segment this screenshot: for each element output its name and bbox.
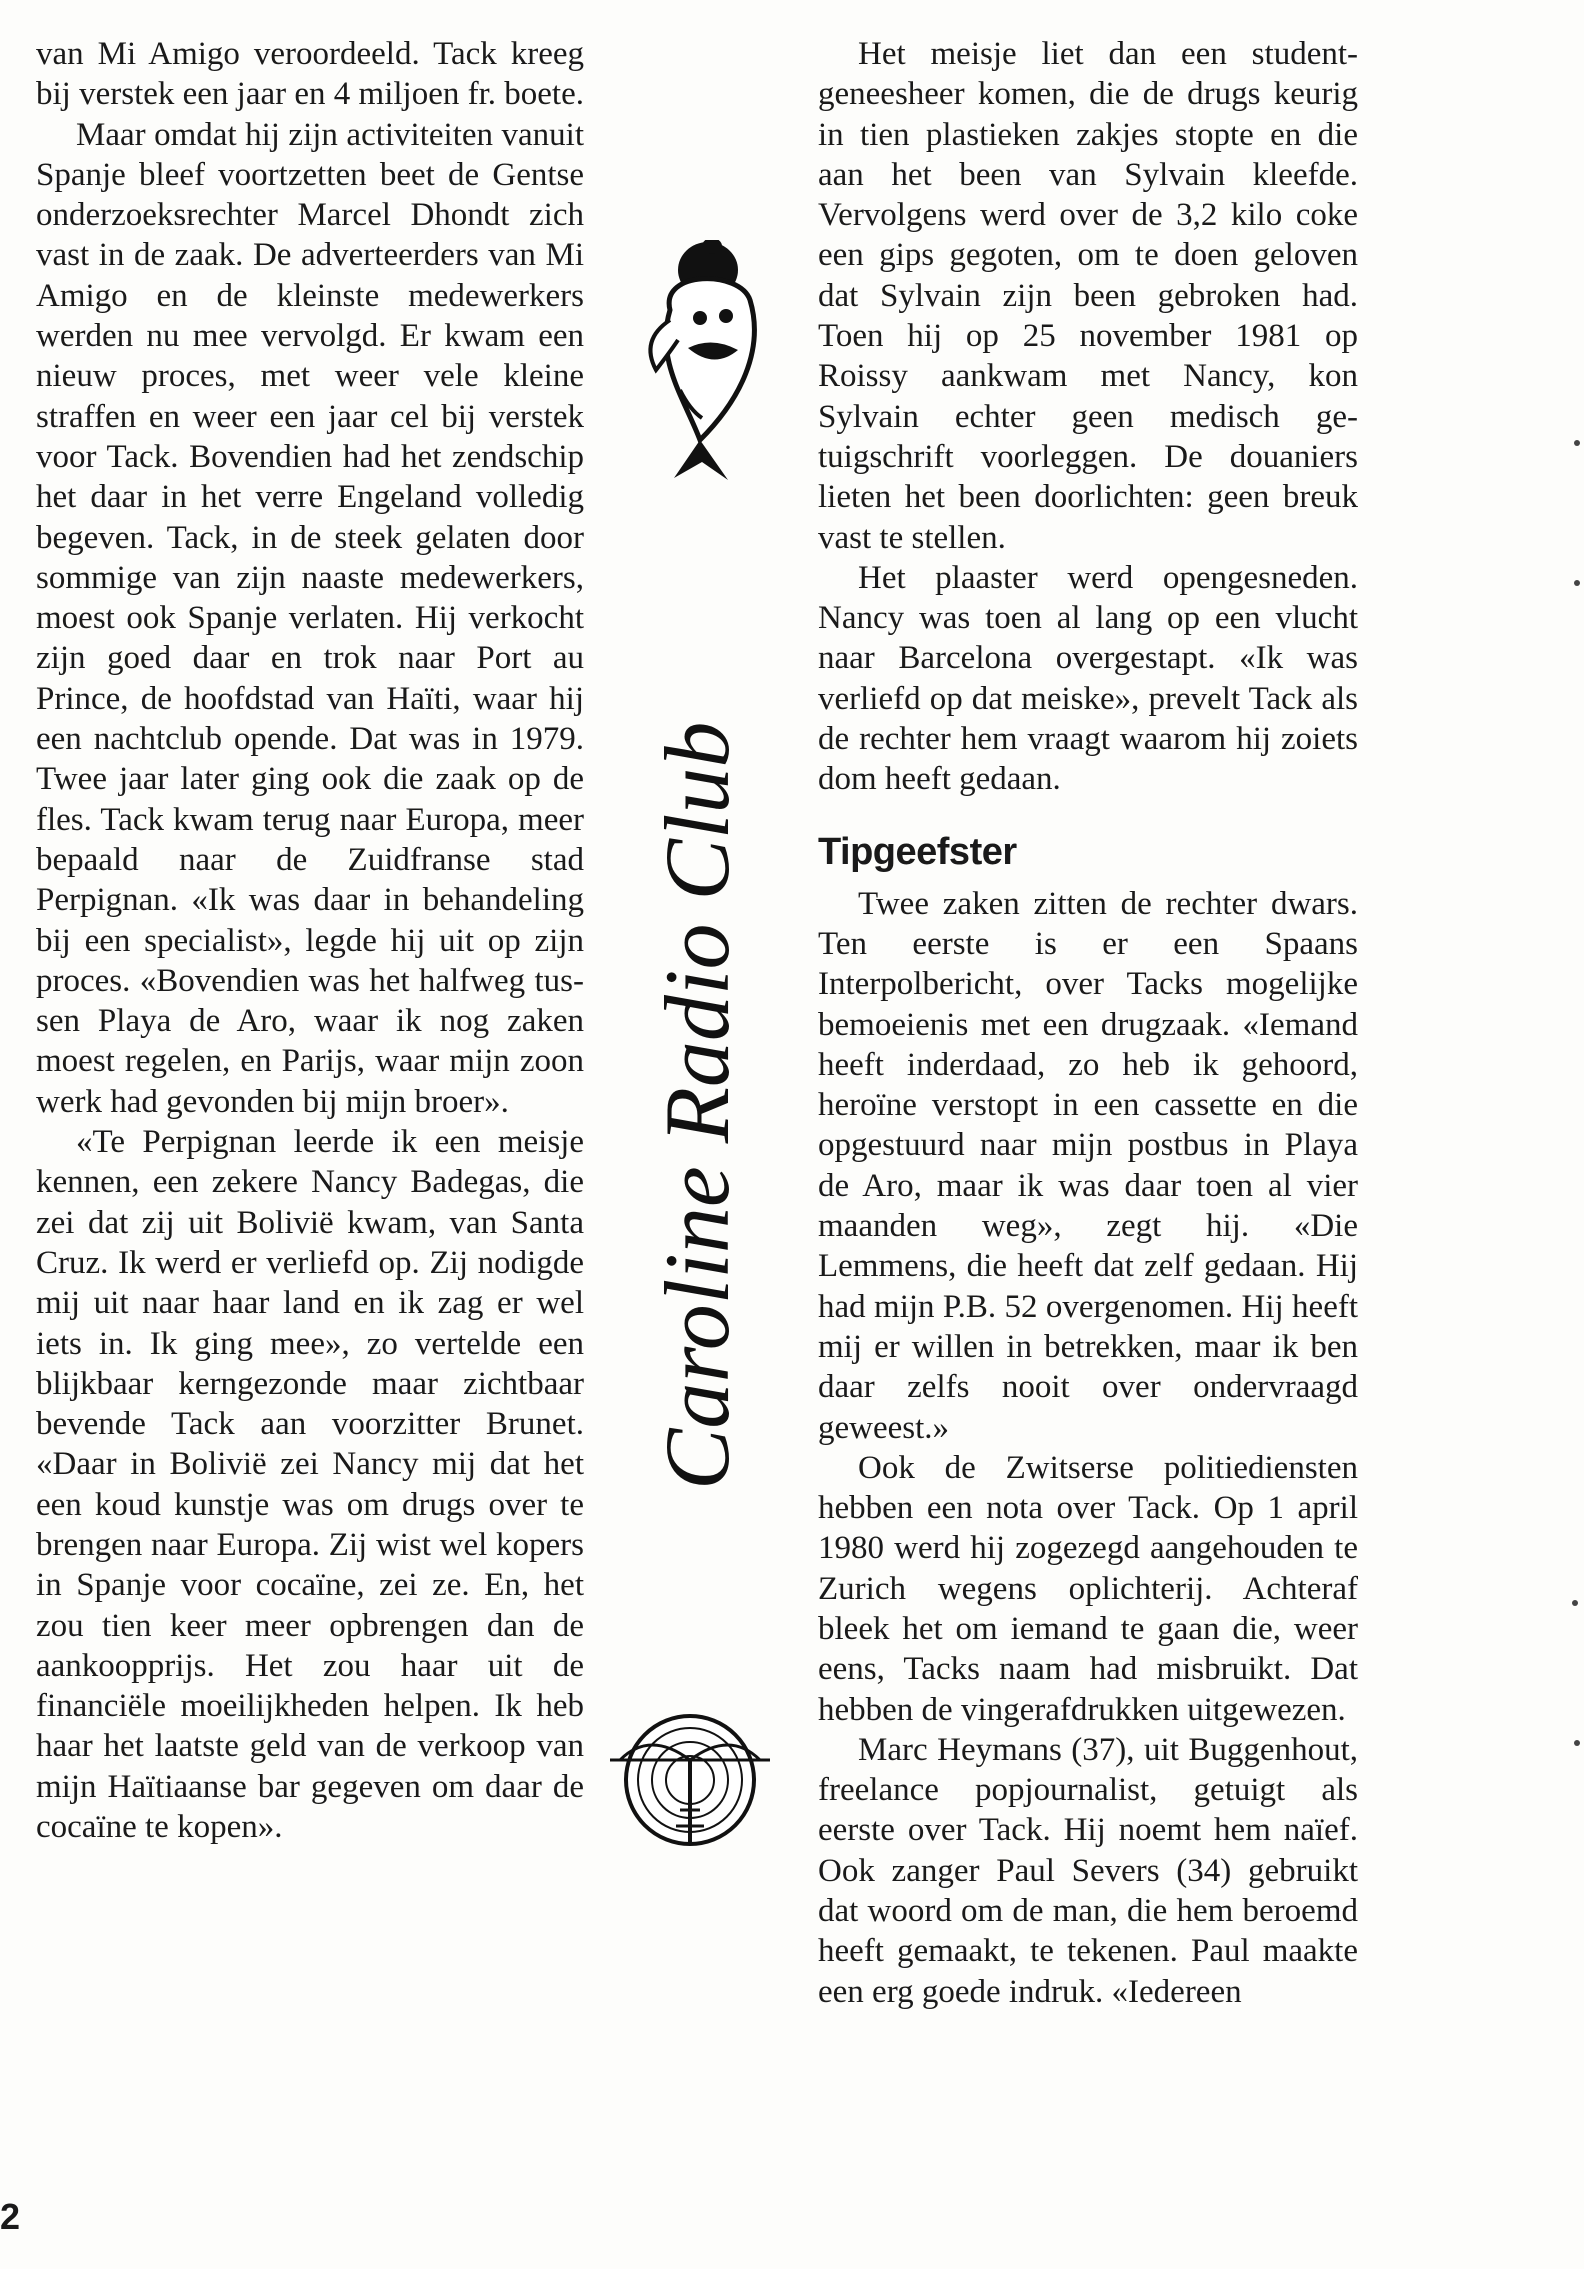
club-artwork (600, 240, 800, 1870)
left-paragraph-1: van Mi Amigo veroordeeld. Tack kreeg bij verstek een jaar en 4 miljoen fr. boete. (36, 36, 584, 113)
scan-speck (1574, 440, 1580, 446)
scan-speck (1574, 1740, 1580, 1746)
club-logo-band (600, 240, 800, 1870)
section-heading: Tipgeefster (818, 830, 1017, 873)
caroline-radio-club-title: Caroline Radio Club (646, 721, 748, 1490)
page-number: 2 (0, 2196, 21, 2237)
right-paragraph-1: Het meisje liet dan een student-geneesheer komen, die de drugs keurig in tien plastieken zakjes stopte en die aan het been van Sylvain kleefde. Vervolgens werd over de 3,2 kilo coke een gips gegoten, om te doen geloven dat Sylvain zijn been gebroken had. Toen hij op 25 november 1981 op Roissy aankwam met Nancy, kon Sylvain echter geen medisch getuigschrift voorleggen. De douaniers lieten het been doorlichten: geen breuk vast te stellen. (818, 36, 1358, 556)
right-paragraph-5: Marc Heymans (37), uit Buggenhout, freelance popjournalist, getuigt als eerste over Tack. Hij noemt hem naïef. Ook zanger Paul Severs (34) gebruikt dat woord om de man, die hem beroemd heeft gemaakt, te tekenen. Paul maakte een erg goede indruk. «Iedereen (818, 1731, 1358, 2010)
left-paragraph-3: «Te Perpignan leerde ik een meisje kennen, een zekere Nancy Badegas, die zei dat zij uit Bolivië kwam, van Santa Cruz. Ik werd er verliefd op. Zij nodigde mij uit naar haar land en ik zag er wel iets in. Ik ging mee», zo vertelde een blijkbaar kerngezonde maar zichtbaar bevende Tack aan voorzitter Brunet. «Daar in Bolivië zei Nancy mij dat het een koud kunstje was om drugs over te brengen naar Europa. Zij wist wel kopers in Spanje voor cocaïne, zei ze. En, het zou tien keer meer opbrengen dan de aankoopprijs. Het zou haar uit de financiële moeilijkheden helpen. Ik heb haar het laatste geld van de verkoop van mijn Haïtiaanse bar gegeven om daar de cocaïne te kopen». (36, 1124, 584, 1846)
fish-mascot-icon (650, 240, 754, 480)
radio-emblem-icon (610, 1716, 770, 1844)
left-paragraph-2: Maar omdat hij zijn activiteiten vanuit Spanje bleef voortzetten beet de Gentse onderzoeksrechter Marcel Dhondt zich vast in de zaak. De adverteerders van Mi Amigo en de kleinste medewerkers werden nu mee vervolgd. Er kwam een nieuw proces, met weer vele kleine straffen en weer een jaar cel bij verstek voor Tack. Bovendien had het zendschip het daar in het verre Engeland volledig begeven. Tack, in de steek gelaten door sommige van zijn naaste medewerkers, moest ook Spanje verlaten. Hij verkocht zijn goed daar en trok naar Port au Prince, de hoofdstad van Haïti, waar hij een nachtclub opende. Dat was in 1979. Twee jaar later ging ook die zaak op de fles. Tack kwam terug naar Europa, meer bepaald naar de Zuidfranse stad Perpignan. «Ik was daar in behandeling bij een specialist», legde hij uit op zijn proces. «Bovendien was het halfweg tussen Playa de Aro, waar ik nog zaken moest regelen, en Parijs, waar mijn zoon werk had gevonden bij mijn broer». (36, 116, 584, 1120)
right-paragraph-4: Ook de Zwitserse politiediensten hebben een nota over Tack. Op 1 april 1980 werd hij zogezegd aangehouden te Zurich wegens oplichterij. Achteraf bleek het om iemand te gaan die, weer eens, Tacks naam had misbruikt. Dat hebben de vingerafdrukken uitgewezen. (818, 1449, 1358, 1728)
scan-speck (1574, 580, 1580, 586)
right-article-column (818, 34, 1358, 2012)
left-article-column (36, 34, 584, 1847)
scan-speck (1572, 1600, 1578, 1606)
right-paragraph-2: Het plaaster werd opengesneden. Nancy was toen al lang op een vlucht naar Barcelona overgestapt. «Ik was verliefd op dat meiske», prevelt Tack als de rechter hem vraagt waarom hij zoiets dom heeft gedaan. (818, 559, 1358, 798)
right-paragraph-3: Twee zaken zitten de rechter dwars. Ten eerste is er een Spaans Interpolbericht, over Tacks mogelijke bemoeienis met een drugzaak. «Iemand heeft inderdaad, zo heb ik gehoord, heroïne verstopt in een cassette en die opgestuurd naar mijn postbus in Playa de Aro, maar ik was daar toen al vier maanden weg», zegt hij. «Die Lemmens, die heeft dat zelf gedaan. Hij had mijn P.B. 52 overgenomen. Hij heeft mij er willen in betrekken, maar ik ben daar zelfs nooit over ondervraagd geweest.» (818, 885, 1358, 1446)
